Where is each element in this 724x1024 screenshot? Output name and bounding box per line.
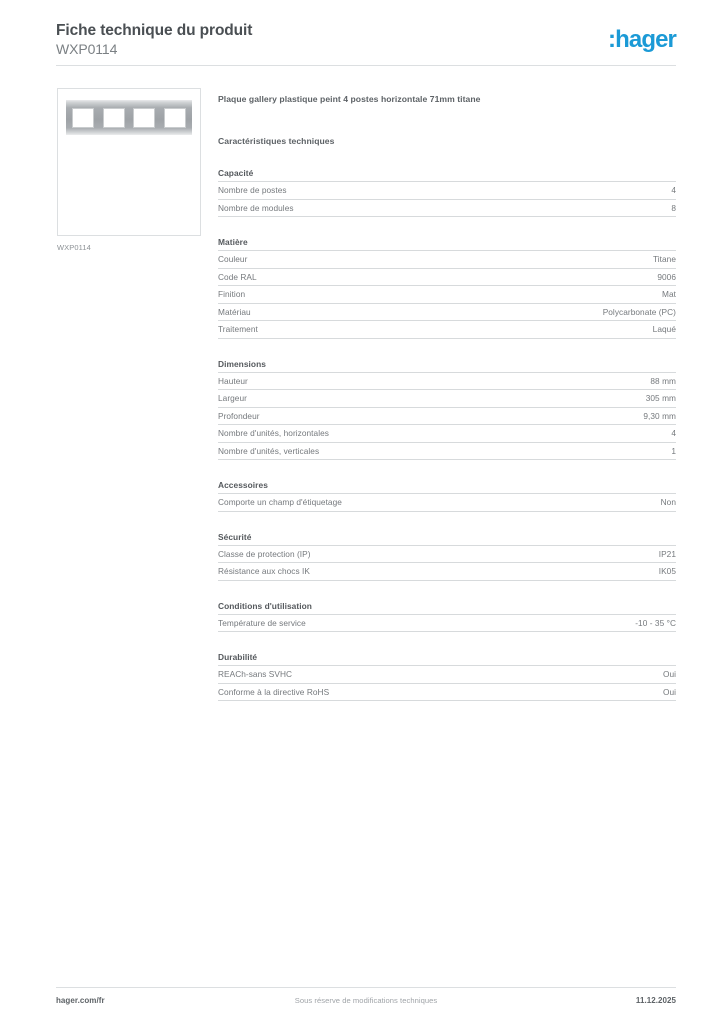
product-figure: [57, 88, 203, 252]
specifications-column: [218, 93, 676, 701]
wall-plate-graphic: [66, 100, 192, 135]
spec-label: Matériau: [218, 306, 251, 317]
spec-row: [218, 615, 676, 633]
product-reference: WXP0114: [56, 41, 118, 57]
specification-sections: [218, 168, 676, 701]
spec-label: Température de service: [218, 617, 306, 628]
spec-label: Nombre de postes: [218, 185, 287, 195]
spec-label: Classe de protection (IP): [218, 548, 311, 559]
spec-row: [218, 304, 676, 322]
spec-value: 88 mm: [650, 375, 676, 386]
spec-value: -10 - 35 °C: [635, 617, 676, 628]
spec-label: Résistance aux chocs IK: [218, 566, 310, 576]
spec-section-title: Conditions d'utilisation: [218, 601, 676, 615]
spec-value: 4: [671, 185, 676, 195]
spec-row: [218, 494, 676, 512]
product-name: Plaque gallery plastique peint 4 postes horizontale 71mm titane: [218, 94, 481, 104]
spec-value: IP21: [658, 548, 676, 559]
spec-label: Finition: [218, 289, 246, 299]
spec-value: 8: [671, 202, 676, 213]
footer-date: 11.12.2025: [635, 996, 676, 1005]
spec-section: [218, 359, 676, 461]
page-title: Fiche technique du produit: [56, 22, 253, 39]
spec-value: Mat: [662, 289, 676, 299]
spec-label: Nombre d'unités, verticales: [218, 445, 320, 456]
spec-section: [218, 601, 676, 633]
footer-website[interactable]: hager.com/fr: [56, 996, 105, 1005]
plate-window-1: [72, 108, 94, 128]
spec-label: Conforme à la directive RoHS: [218, 686, 330, 697]
page-header: [56, 22, 676, 68]
plate-window-3: [133, 108, 155, 128]
spec-row: [218, 425, 676, 443]
spec-value: Titane: [652, 254, 676, 264]
spec-label: Nombre d'unités, horizontales: [218, 428, 329, 438]
spec-label: Hauteur: [218, 375, 248, 386]
spec-label: Traitement: [218, 324, 258, 334]
spec-row: [218, 408, 676, 426]
spec-section-title: Durabilité: [218, 652, 676, 666]
spec-label: Nombre de modules: [218, 202, 294, 213]
spec-section: [218, 237, 676, 339]
spec-value: Oui: [662, 686, 676, 697]
spec-value: Polycarbonate (PC): [602, 306, 676, 317]
hager-logo: :hager: [608, 26, 676, 53]
spec-value: 305 mm: [645, 393, 676, 403]
spec-row: [218, 321, 676, 339]
spec-value: Laqué: [652, 324, 676, 334]
spec-row: [218, 666, 676, 684]
spec-label: Largeur: [218, 393, 247, 403]
spec-row: [218, 443, 676, 461]
spec-row: [218, 563, 676, 581]
spec-section: [218, 532, 676, 581]
spec-value: 4: [671, 428, 676, 438]
footer-disclaimer: Sous réserve de modifications techniques: [294, 996, 438, 1005]
header-divider: [56, 65, 676, 66]
product-image: [57, 88, 201, 236]
spec-section: [218, 652, 676, 701]
spec-row: [218, 286, 676, 304]
spec-section-title: Accessoires: [218, 480, 676, 494]
spec-row: [218, 390, 676, 408]
spec-row: [218, 182, 676, 200]
spec-section: [218, 168, 676, 217]
spec-section-title: Dimensions: [218, 359, 676, 373]
spec-row: [218, 373, 676, 391]
spec-value: IK05: [658, 566, 676, 576]
spec-row: [218, 200, 676, 218]
spec-label: Code RAL: [218, 271, 257, 282]
spec-value: Non: [660, 497, 676, 507]
spec-row: [218, 269, 676, 287]
product-image-caption: WXP0114: [57, 243, 91, 252]
spec-value: 9,30 mm: [643, 410, 676, 421]
spec-label: Profondeur: [218, 410, 260, 421]
spec-section: [218, 480, 676, 512]
spec-row: [218, 546, 676, 564]
spec-section-title: Capacité: [218, 168, 676, 182]
spec-row: [218, 251, 676, 269]
spec-value: 9006: [657, 271, 676, 282]
footer-divider: [56, 987, 676, 988]
specifications-heading: Caractéristiques techniques: [218, 136, 335, 146]
spec-value: Oui: [662, 669, 676, 679]
plate-window-4: [164, 108, 186, 128]
spec-row: [218, 684, 676, 702]
spec-section-title: Matière: [218, 237, 676, 251]
spec-label: Couleur: [218, 254, 248, 264]
spec-section-title: Sécurité: [218, 532, 676, 546]
page-footer: [56, 996, 676, 1010]
spec-value: 1: [671, 445, 676, 456]
plate-window-2: [103, 108, 125, 128]
spec-label: Comporte un champ d'étiquetage: [218, 497, 342, 507]
spec-label: REACh-sans SVHC: [218, 669, 293, 679]
